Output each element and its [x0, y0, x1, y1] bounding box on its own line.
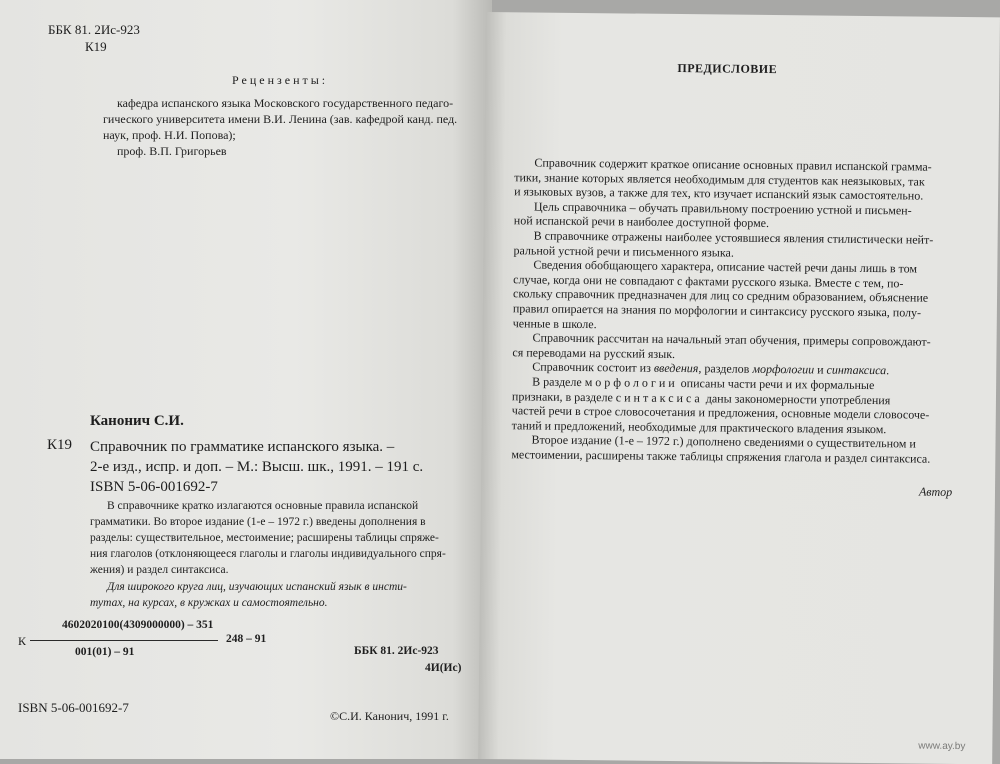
- section-line: В разделе морфологии описаны части речи и их формальные: [532, 374, 875, 392]
- catalog-fraction-line: [30, 640, 218, 641]
- section-line: признаки, в разделе синтаксиса даны закономерности употребления: [511, 388, 891, 407]
- paragraph-line: ченные в школе.: [512, 315, 597, 331]
- paragraph-line: Сведения обобщающего характера, описание частей речи даны лишь в том: [533, 257, 918, 276]
- paragraph-line: скольку справочник предназначен для лиц со средним образованием, объяснение: [512, 286, 929, 305]
- preface-text: [511, 155, 964, 466]
- audience-line: тутах, на курсах, в кружках и самостоятельно.: [90, 597, 328, 609]
- reviewers-title: Рецензенты:: [232, 73, 329, 87]
- book-title-line: Справочник по грамматике испанского языка. –: [90, 439, 395, 455]
- author-signature: Автор: [918, 484, 953, 499]
- catalog-bbk: ББК 81. 2Ис-923: [354, 645, 439, 657]
- annotation-line: грамматики. Во второе издание (1-е – 1972 г.) введены дополнения в: [90, 516, 426, 528]
- left-page: [0, 0, 492, 759]
- catalog-numerator: 4602020100(4309000000) – 351: [62, 619, 214, 631]
- paragraph-line: и языковых вузов, а также для тех, кто изучает испанский язык самостоятельно.: [514, 184, 924, 203]
- paragraph-line: ся переводами на русский язык.: [512, 345, 676, 361]
- reviewers-line: кафедра испанского языка Московского государственного педаго-: [117, 96, 454, 110]
- paragraph-line: В справочнике отражены наиболее устоявшиеся явления стилистически нейт-: [533, 228, 934, 247]
- paragraph-line: ной испанской речи в наиболее доступной форме.: [513, 213, 770, 231]
- structure-line: Справочник состоит из введения, разделов морфологии и синтаксиса.: [532, 359, 890, 378]
- paragraph-line: тики, знание которых является необходимым для студентов как неязыковых, так: [514, 169, 925, 189]
- audience-line: Для широкого круга лиц, изучающих испанский язык в инсти-: [107, 581, 407, 593]
- watermark: www.ay.by: [918, 740, 966, 753]
- book-title-line: 2-е изд., испр. и доп. – М.: Высш. шк., 1991. – 191 с.: [90, 459, 424, 475]
- catalog-k-letter: К: [18, 634, 27, 648]
- catalog-denominator: 001(01) – 91: [75, 646, 135, 658]
- paragraph-line: Справочник рассчитан на начальный этап обучения, примеры сопровождают-: [532, 330, 931, 349]
- catalog-index: 4И(Ис): [425, 662, 462, 674]
- annotation-line: ния глаголов (отклоняющееся глаголы и глаголы индивидуального спря-: [90, 548, 446, 560]
- paragraph-line: Справочник содержит краткое описание основных правил испанской грамма-: [534, 155, 932, 174]
- paragraph-line: случае, когда они не совпадают с фактами русского языка. Вместе с тем, по-: [513, 272, 904, 291]
- catalog-number: 248 – 91: [226, 633, 267, 645]
- reviewers-line: гического университета имени В.И. Ленина (зав. кафедрой канд. пед.: [103, 112, 458, 126]
- annotation-line: разделы: существительное, местоимение; расширены таблицы спряже-: [90, 532, 439, 544]
- second-edition-line: местоимении, расширены также таблицы спряжения глагола и раздел синтаксиса.: [511, 447, 931, 466]
- reviewers-line: проф. В.П. Григорьев: [117, 144, 227, 158]
- copyright: ©С.И. Канонич, 1991 г.: [330, 709, 449, 723]
- paragraph-line: Цель справочника – обучать правильному построению устной и письмен-: [533, 199, 912, 218]
- isbn-line: ISBN 5-06-001692-7: [90, 479, 218, 495]
- paragraph-line: правил опирается на знания по морфологии и синтаксису русского языка, полу-: [512, 301, 922, 320]
- section-line: частей речи в строе словосочетания и предложения, основные модели словосоче-: [511, 403, 930, 422]
- annotation-line: В справочнике кратко излагаются основные правила испанской: [107, 500, 419, 512]
- section-line: таний и предложений, необходимые для практического владения языком.: [511, 417, 887, 436]
- reviewers-line: наук, проф. Н.И. Попова);: [103, 128, 236, 142]
- isbn-bottom: ISBN 5-06-001692-7: [18, 700, 129, 715]
- paragraph-line: ральной устной речи и письменного языка.: [513, 242, 734, 260]
- second-edition-line: Второе издание (1-е – 1972 г.) дополнено сведениями о существительном и: [531, 432, 916, 451]
- right-page: [478, 12, 1000, 764]
- preface-heading: ПРЕДИСЛОВИЕ: [677, 61, 778, 77]
- annotation-line: жения) и раздел синтаксиса.: [90, 564, 229, 576]
- bbk-code-top: ББК 81. 2Ис-923: [48, 22, 140, 37]
- author-name: Канонич С.И.: [90, 413, 184, 429]
- k19-code-top: К19: [85, 39, 107, 54]
- k19-code: К19: [47, 437, 73, 453]
